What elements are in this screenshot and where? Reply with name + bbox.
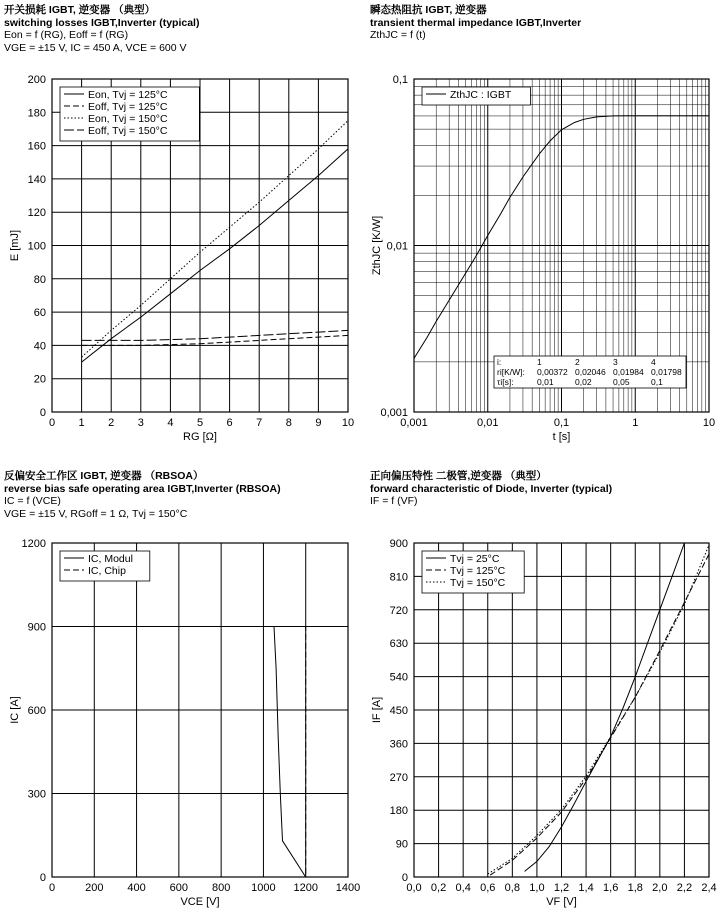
chart3-legend (60, 551, 150, 581)
chart2-title-cn: 瞬态热阻抗 IGBT, 逆变器 (370, 4, 487, 16)
chart1-xtick-label: 10 (341, 417, 355, 429)
chart1-xtick-label: 9 (315, 417, 322, 429)
chart2-title: transient thermal impedance IGBT,Inverter (370, 16, 582, 29)
chart2-xtick-label: 10 (702, 417, 716, 429)
chart2-table-cell: i: (497, 357, 502, 367)
chart4-legend (422, 551, 524, 593)
chart1-xtick-label: 6 (226, 417, 233, 429)
chart2-table-cell: τi[s]: (497, 377, 514, 387)
chart4-xtick-label: 0,8 (504, 882, 520, 894)
chart4-ytick-label: 180 (389, 805, 408, 818)
chart2-xtick-label: 0,001 (400, 417, 428, 429)
chart4-ytick-label: 450 (389, 705, 408, 717)
chart3-xlabel: VCE [V] (180, 896, 220, 908)
chart4-xtick-label: 0,0 (406, 882, 422, 894)
chart4-series-line (490, 554, 709, 875)
chart3-legend-label: IC, Chip (88, 565, 126, 577)
chart1-series-line (82, 121, 348, 358)
chart4-xtick-label: 1,8 (627, 882, 643, 894)
chart3-ytick-label: 0 (39, 872, 46, 884)
chart1-condition2: VGE = ±15 V, IC = 450 A, VCE = 600 V (4, 41, 187, 54)
chart4-series-line (488, 545, 709, 874)
chart1-xtick-label: 0 (48, 417, 56, 429)
chart3-ytick-label: 600 (27, 705, 46, 717)
chart2-ytick-label: 0,001 (380, 407, 408, 419)
chart4-ytick-label: 900 (389, 538, 408, 550)
chart3-xtick-label: 1200 (293, 882, 318, 894)
chart4-ytick-label: 90 (395, 838, 408, 851)
chart4-legend-label: Tvj = 25°C (450, 553, 500, 565)
chart2-xlabel: t [s] (552, 431, 571, 443)
chart2-xtick-label: 0,1 (553, 417, 570, 429)
chart1-condition1: Eon = f (RG), Eoff = f (RG) (4, 29, 129, 41)
chart2-table-cell: ri[K/W]: (497, 367, 525, 377)
chart2-table-cell: 4 (651, 357, 656, 367)
chart4-ytick-label: 270 (389, 771, 408, 784)
chart3-plot (9, 538, 360, 908)
chart3-legend-label: IC, Modul (88, 553, 133, 565)
chart3-condition1: IC = f (VCE) (4, 495, 61, 507)
chart4-xtick-label: 0,4 (455, 882, 471, 894)
chart4-ytick-label: 630 (389, 638, 408, 651)
chart4-legend-label: Tvj = 150°C (450, 577, 506, 589)
chart1-ytick-label: 40 (33, 340, 46, 353)
chart2-table-cell: 1 (537, 357, 542, 367)
chart1-ytick-label: 100 (27, 240, 46, 253)
chart1-xtick-label: 2 (108, 417, 115, 429)
chart4-xtick-label: 2,4 (701, 882, 717, 894)
chart1-xtick-label: 4 (167, 417, 174, 429)
chart2-table-cell: 0,00372 (537, 367, 568, 377)
chart2-legend-label: ZthJC : IGBT (450, 89, 512, 101)
chart1-xtick-label: 7 (256, 417, 263, 429)
chart3-xtick-label: 800 (211, 882, 231, 894)
chart2-table-cell: 2 (575, 357, 580, 367)
chart1-ytick-label: 20 (33, 373, 46, 386)
chart3-xtick-label: 1000 (251, 882, 276, 894)
chart4-ytick-label: 360 (389, 738, 408, 751)
chart4-xtick-label: 0,6 (480, 882, 496, 894)
chart4-xtick-label: 2,2 (676, 882, 693, 894)
chart1-series-line (82, 149, 348, 362)
chart4-xlabel: VF [V] (546, 896, 577, 908)
chart1-ytick-label: 200 (27, 74, 46, 86)
chart4-title: forward characteristic of Diode, Inverter (typical) (370, 482, 613, 495)
chart1-title-cn: 开关损耗 IGBT, 逆变器 （典型） (4, 4, 156, 16)
chart1-legend-label: Eoff, Tvj = 125°C (88, 101, 168, 113)
chart2-legend (422, 87, 530, 105)
chart4-title-cn: 正向偏压特性 二极管,逆变器 （典型） (370, 470, 547, 482)
chart1-xtick-label: 3 (137, 417, 144, 429)
chart1-ytick-label: 140 (27, 173, 46, 186)
chart2-table-cell: 0,02046 (575, 367, 606, 377)
chart2-xtick-label: 0,01 (477, 417, 499, 429)
chart3-xtick-label: 400 (127, 882, 146, 894)
chart1-legend-label: Eon, Tvj = 150°C (88, 113, 168, 125)
chart3-xtick-label: 1400 (335, 882, 361, 894)
chart3-ylabel: IC [A] (9, 696, 21, 724)
chart2-plot (371, 74, 715, 443)
chart1-ylabel: E [mJ] (9, 229, 21, 262)
chart4-xtick-label: 2,0 (652, 882, 668, 894)
chart2-ytick-label: 0,1 (392, 74, 408, 86)
chart3-ytick-label: 900 (27, 621, 46, 634)
chart3-xtick-label: 0 (48, 882, 56, 894)
chart2-table-cell: 0,05 (613, 377, 630, 387)
chart4-xtick-label: 1,0 (529, 882, 545, 894)
chart2-xtick-label: 1 (632, 417, 639, 429)
chart4-series-line (525, 543, 685, 871)
chart4-ytick-label: 720 (389, 604, 408, 617)
chart2-condition1: ZthJC = f (t) (370, 29, 426, 41)
chart1-ytick-label: 180 (27, 107, 46, 120)
chart1-ytick-label: 80 (33, 273, 46, 286)
chart4-ytick-label: 540 (389, 671, 408, 684)
chart1-plot (9, 74, 354, 443)
chart2-table-cell: 3 (613, 357, 618, 367)
chart3-ytick-label: 1200 (21, 538, 46, 550)
chart1-ytick-label: 120 (27, 207, 46, 220)
chart1-series-line (82, 330, 348, 340)
chart2-table-cell: 0,01 (537, 377, 554, 387)
chart2-thermal-table (494, 356, 686, 388)
chart2-table-cell: 0,1 (651, 377, 663, 387)
chart3-title: reverse bias safe operating area IGBT,Inverter (RBSOA) (4, 482, 281, 495)
chart2-table-cell: 0,02 (575, 377, 592, 387)
chart1-legend-label: Eoff, Tvj = 150°C (88, 125, 168, 137)
chart4-xtick-label: 1,4 (578, 882, 594, 894)
chart3-xtick-label: 600 (169, 882, 189, 894)
chart3-condition2: VGE = ±15 V, RGoff = 1 Ω, Tvj = 150°C (4, 507, 188, 520)
chart4-xtick-label: 1,6 (603, 882, 619, 894)
chart4-condition1: IF = f (VF) (370, 495, 418, 507)
chart4-ytick-label: 0 (401, 872, 408, 884)
chart4-ylabel: IF [A] (371, 696, 383, 724)
chart1-ytick-label: 60 (33, 307, 46, 320)
chart4-xtick-label: 0,2 (430, 882, 447, 894)
chart2-table-cell: 0,01798 (651, 367, 682, 377)
chart1-legend-label: Eon, Tvj = 125°C (88, 89, 168, 101)
chart1-xlabel: RG [Ω] (183, 431, 217, 443)
chart2-ylabel: ZthJC [K/W] (371, 215, 383, 276)
chart3-ytick-label: 300 (27, 788, 46, 801)
chart4-plot (371, 538, 717, 908)
chart2-ytick-label: 0,01 (386, 240, 408, 253)
chart1-title: switching losses IGBT,Inverter (typical) (4, 16, 200, 29)
chart1-xtick-label: 5 (196, 417, 204, 429)
chart1-xtick-label: 8 (285, 417, 292, 429)
chart1-ytick-label: 0 (39, 407, 46, 419)
chart1-legend (60, 87, 199, 141)
chart3-title-cn: 反偏安全工作区 IGBT, 逆变器 （RBSOA） (4, 470, 204, 482)
chart1-ytick-label: 160 (27, 140, 46, 153)
chart4-xtick-label: 1,2 (553, 882, 570, 894)
chart2-table-cell: 0,01984 (613, 367, 644, 377)
chart1-xtick-label: 1 (78, 417, 85, 429)
chart4-legend-label: Tvj = 125°C (450, 565, 506, 577)
chart4-ytick-label: 810 (389, 571, 408, 584)
chart3-xtick-label: 200 (85, 882, 104, 894)
